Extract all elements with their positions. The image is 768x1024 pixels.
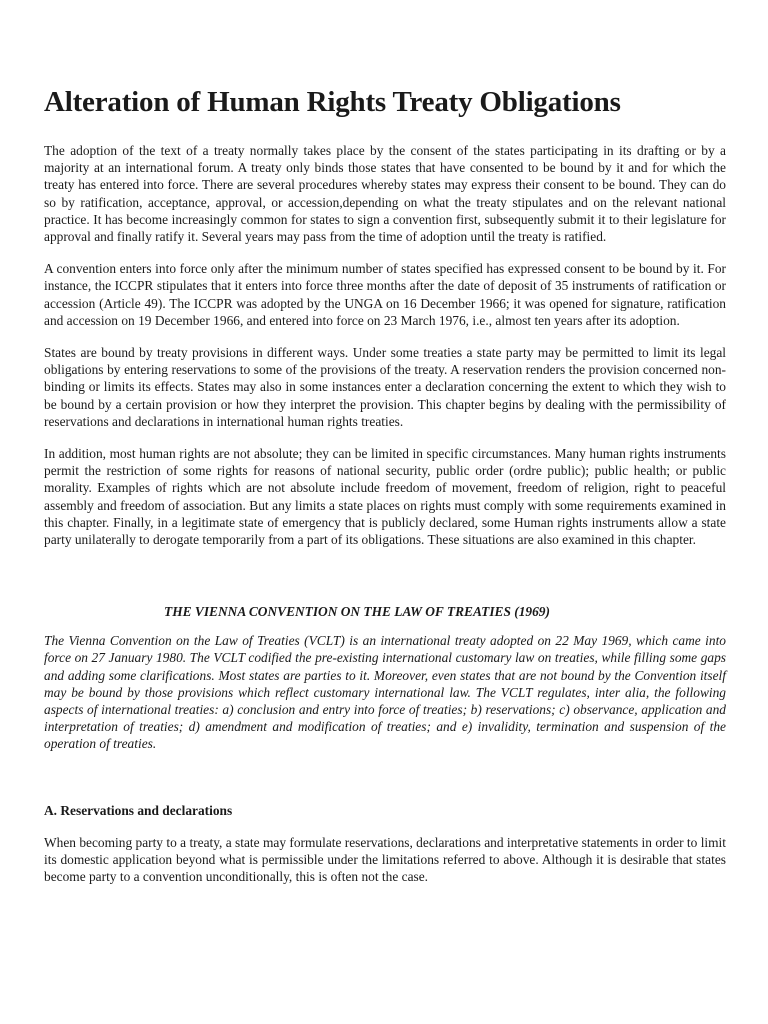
vienna-convention-heading: THE VIENNA CONVENTION ON THE LAW OF TREATIES (1969) [164, 604, 550, 620]
reservations-heading: A. Reservations and declarations [44, 802, 233, 818]
intro-paragraph-1: The adoption of the text of a treaty normally takes place by the consent of the states participating in its drafting or by a majority at an international forum. A treaty only binds those states that have consented to be bound by it and for which the treaty has entered into force. There are several procedures whereby states may express their consent to be bound. They can do so by ratification, acceptance, approval, or accession,depending on what the treaty stipulates and on the relevant national practice. It has become increasingly common for states to sign a convention first, subsequently submit it to their legislature for approval and finally ratify it. Several years may pass from the time of adoption until the treaty is ratified. [44, 143, 726, 245]
document-title: Alteration of Human Rights Treaty Obligations [44, 86, 621, 118]
intro-paragraph-3: States are bound by treaty provisions in different ways. Under some treaties a state party may be permitted to limit its legal obligations by entering reservations to some of the provisions of the treaty. A reservation renders the provision concerned non-binding or limits its effects. States may also in some instances enter a declaration concerning the extent to which they wish to be bound by a certain provision or how they interpret the provision. This chapter begins by dealing with the permissibility of reservations and declarations in international human rights treaties. [44, 345, 726, 429]
intro-paragraph-4: In addition, most human rights are not absolute; they can be limited in specific circumstances. Many human rights instruments permit the restriction of some rights for reasons of national security, public order (ordre public); public health; or public morality. Examples of rights which are not absolute include freedom of movement, freedom of religion, right to peaceful assembly and freedom of association. But any limits a state places on rights must comply with some requirements examined in this chapter. Finally, in a legitimate state of emergency that is publicly declared, some Human rights instruments allow a state party unilaterally to derogate temporarily from a part of its obligations. These situations are also examined in this chapter. [44, 446, 726, 548]
reservations-paragraph: When becoming party to a treaty, a state may formulate reservations, declarations and interpretative statements in order to limit its domestic application beyond what is permissible under the limitations referred to above. Although it is desirable that states become party to a convention unconditionally, this is often not the case. [44, 834, 726, 885]
vienna-convention-paragraph: The Vienna Convention on the Law of Treaties (VCLT) is an international treaty adopted on 22 May 1969, which came into force on 27 January 1980. The VCLT codified the pre-existing international customary law on treaties, while filling some gaps and adding some clarifications. Most states are parties to it. Moreover, even states that are not bound by the Convention itself may be bound by those provisions which reflect customary international law. The VCLT regulates, inter alia, the following aspects of international treaties: a) conclusion and entry into force of treaties; b) reservations; c) observance, application and interpretation of treaties; d) amendment and modification of treaties; and e) invalidity, termination and suspension of the operation of treaties. [44, 633, 726, 752]
intro-paragraph-2: A convention enters into force only after the minimum number of states specified has expressed consent to be bound by it. For instance, the ICCPR stipulates that it enters into force three months after the date of deposit of 35 instruments of ratification or accession (Article 49). The ICCPR was adopted by the UNGA on 16 December 1966; it was opened for signature, ratification and accession on 19 December 1966, and entered into force on 23 March 1976, i.e., almost ten years after its adoption. [44, 261, 726, 328]
